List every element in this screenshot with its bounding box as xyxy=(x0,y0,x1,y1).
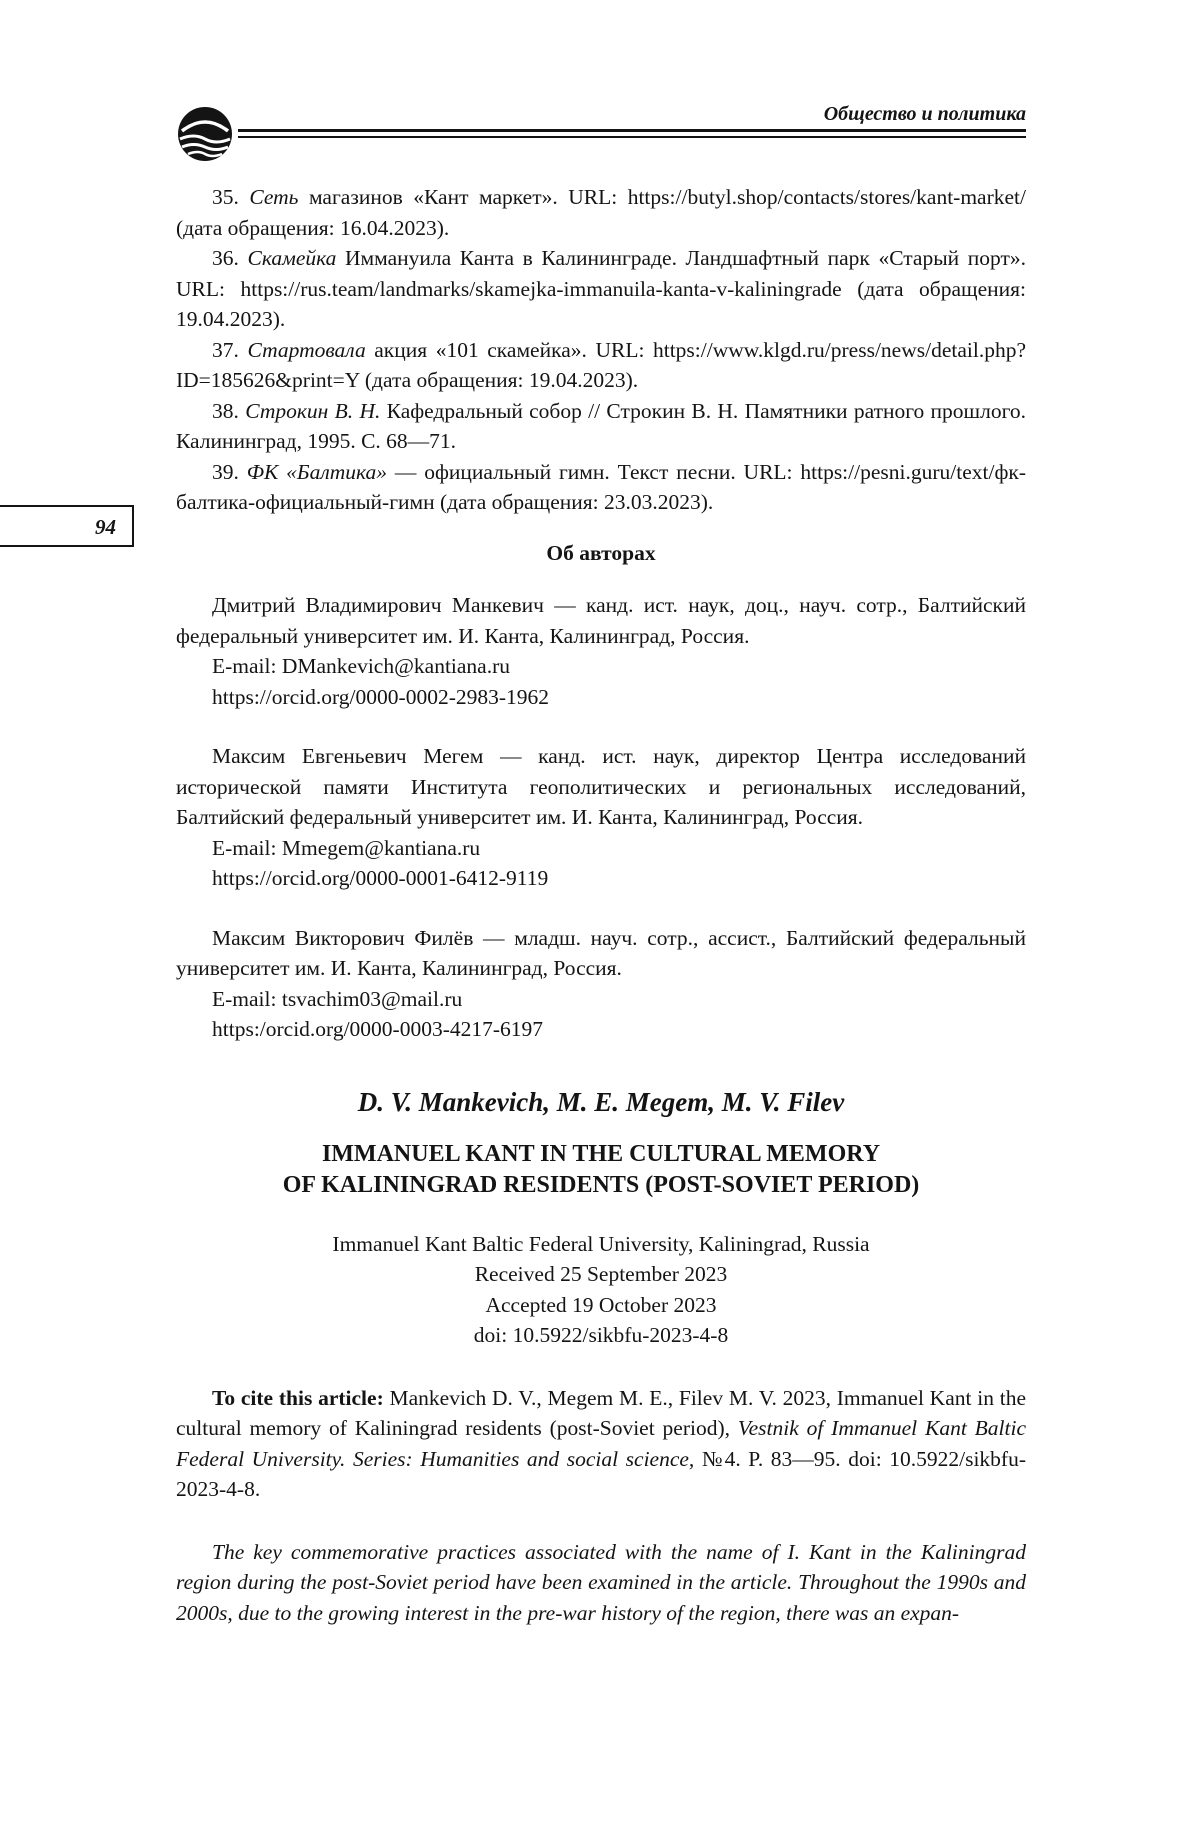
page-number-box xyxy=(0,505,134,547)
author-email[interactable]: E-mail: Mmegem@kantiana.ru xyxy=(212,835,481,860)
english-authors: D. V. Mankevich, M. E. Megem, M. V. Filev xyxy=(357,1086,845,1117)
citation: To cite this article: Mankevich D. V., Megem M. E., Filev M. V. 2023, Immanuel Kant in the cultural memory of Kaliningrad residents (post-Soviet period), Vestnik of Immanuel Kant Baltic Federal University. Series: Humanities and social science, №4. P. 83—95. doi: 10.5922/sikbfu-2023-4-8. xyxy=(176,1385,1026,1501)
reference-item: 35. Сеть магазинов «Кант маркет». URL: https://butyl.shop/contacts/stores/kant-market/ (дата обращения: 16.04.2023). xyxy=(176,185,1026,240)
author-block xyxy=(176,923,1026,1045)
reference-item: 38. Строкин В. Н. Кафедральный собор // Строкин В. Н. Памятники ратного прошлого. Калининград, 1995. С. 68—71. xyxy=(176,398,1027,453)
page-content xyxy=(176,182,1026,1628)
reference-item: 39. ФК «Балтика» — официальный гимн. Текст песни. URL: https://pesni.guru/text/фк-балтика-официальный-гимн (дата обращения: 23.03.2023). xyxy=(176,459,1026,514)
author-block xyxy=(176,741,1026,894)
accepted-date: Accepted 19 October 2023 xyxy=(485,1292,717,1317)
citation-label: To cite this article: xyxy=(212,1385,384,1410)
page-number: 94 xyxy=(95,515,116,539)
article-title-line: IMMANUEL KANT IN THE CULTURAL MEMORY xyxy=(321,1140,881,1167)
author-email[interactable]: E-mail: DMankevich@kantiana.ru xyxy=(212,654,511,678)
reference-item: 37. Стартовала акция «101 скамейка». URL: https://www.klgd.ru/press/news/detail.php?ID=185626&print=Y (дата обращения: 19.04.2023). xyxy=(176,337,1027,392)
received-date: Received 25 September 2023 xyxy=(474,1262,728,1286)
author-orcid[interactable]: https://orcid.org/0000-0001-6412-9119 xyxy=(212,866,549,890)
reference-list xyxy=(176,182,1026,518)
about-authors-heading: Об авторах xyxy=(546,540,656,565)
author-orcid[interactable]: https://orcid.org/0000-0002-2983-1962 xyxy=(212,684,550,709)
header-rule-thin xyxy=(238,136,1026,138)
author-bio: Максим Викторович Филёв — младш. науч. сотр., ассист., Балтийский федеральный университет им. И. Канта, Калининград, Россия. xyxy=(176,925,1026,980)
abstract: The key commemorative practices associated with the name of I. Kant in the Kaliningrad region during the post-Soviet period have been examined in the article. Throughout the 1990s and 2000s, due to the growing interest in the pre-war history of the region, there was an expan- xyxy=(176,1539,1026,1625)
article-title xyxy=(176,1139,1026,1201)
journal-logo-icon xyxy=(176,105,234,163)
author-email[interactable]: E-mail: tsvachim03@mail.ru xyxy=(212,986,463,1011)
author-bio: Дмитрий Владимирович Манкевич — канд. ист. наук, доц., науч. сотр., Балтийский федеральный университет им. И. Канта, Калининград, Россия. xyxy=(176,593,1026,648)
header-rule xyxy=(238,129,1026,132)
article-meta xyxy=(176,1229,1026,1351)
reference-item: 36. Скамейка Иммануила Канта в Калининграде. Ландшафтный парк «Старый порт». URL: https://rus.team/landmarks/skamejka-immanuila-kanta-v-kaliningrade (дата обращения: 19.04.2023). xyxy=(176,246,1027,331)
author-block xyxy=(176,590,1026,712)
author-orcid[interactable]: https:/orcid.org/0000-0003-4217-6197 xyxy=(212,1017,544,1041)
journal-name: Vestnik of Immanuel Kant Baltic Federal University. Series: Humanities and social science, xyxy=(176,1416,1026,1471)
doi: doi: 10.5922/sikbfu-2023-4-8 xyxy=(473,1323,729,1347)
section-title: Общество и политика xyxy=(823,103,1026,125)
affiliation: Immanuel Kant Baltic Federal University, Kaliningrad, Russia xyxy=(332,1231,870,1256)
author-bio: Максим Евгеньевич Мегем — канд. ист. наук, директор Центра исследований исторической памяти Института геополитических и региональных исследований, Балтийский федеральный университет им. И. Канта, Калининград, Россия. xyxy=(176,744,1026,829)
article-title-line: OF KALININGRAD RESIDENTS (POST-SOVIET PERIOD) xyxy=(282,1171,920,1198)
